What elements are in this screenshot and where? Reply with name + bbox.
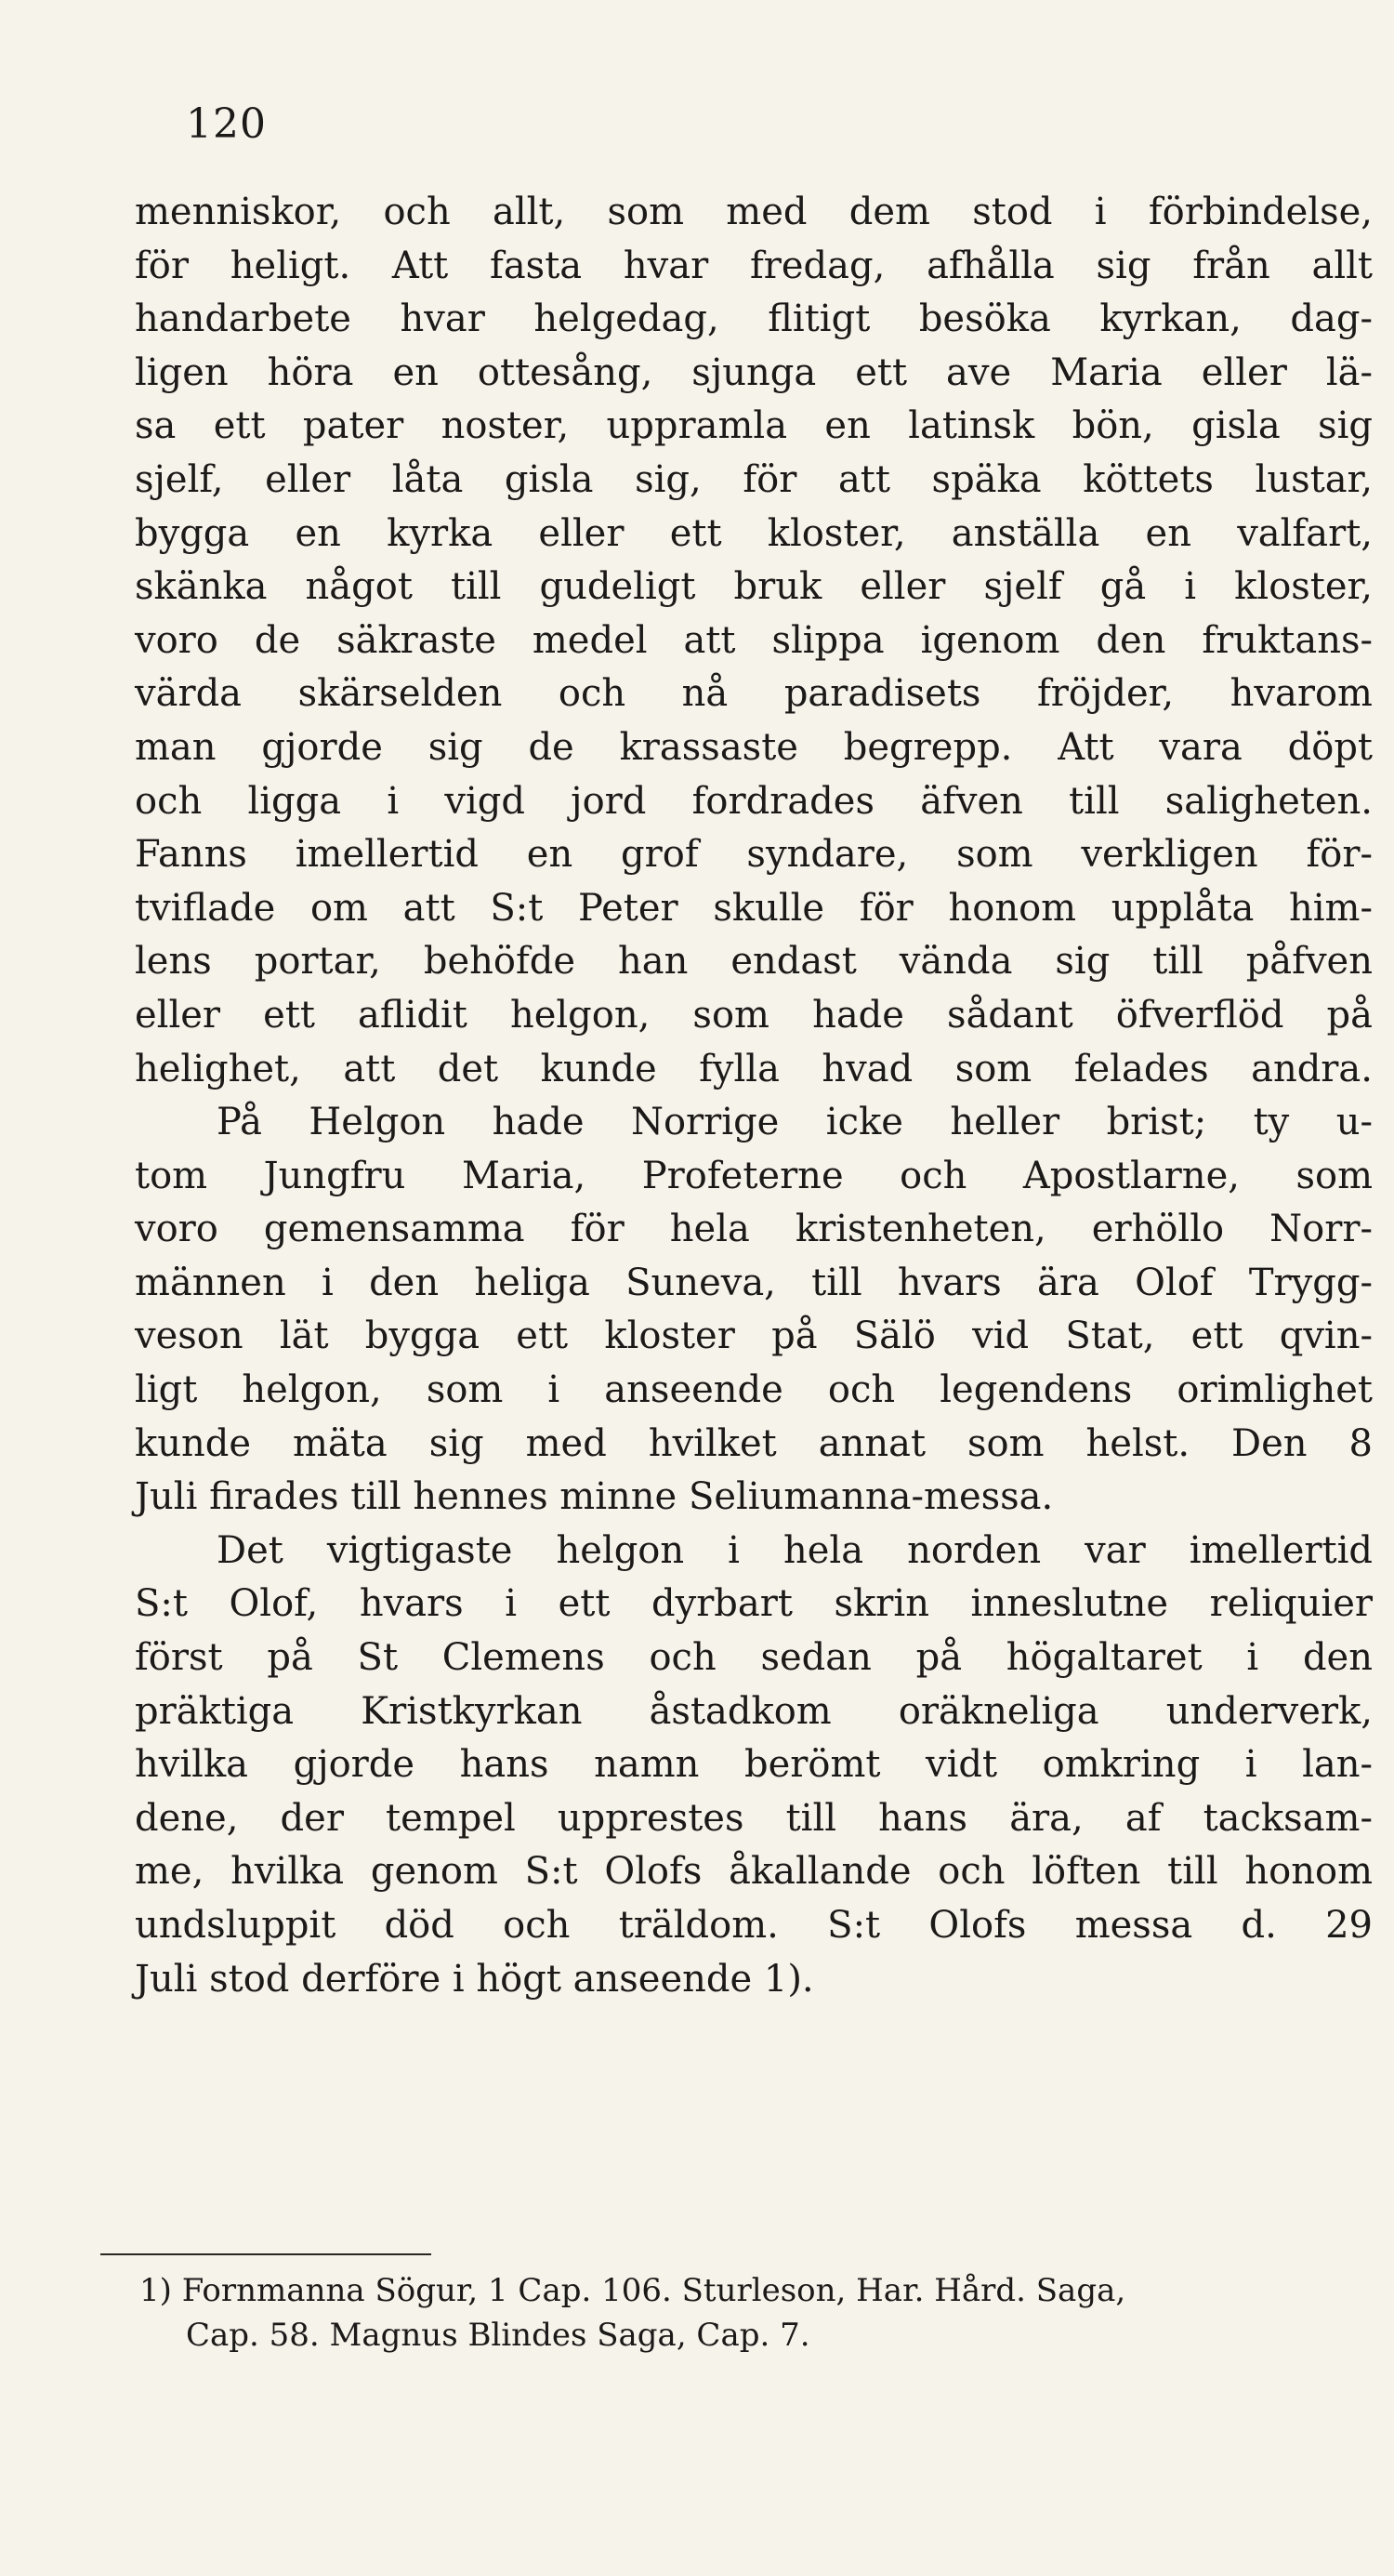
text-line: lens portar, behöfde han endast vända sig till påfven [135, 940, 1373, 984]
text-line: först på St Clemens och sedan på högaltaret i den [135, 1636, 1373, 1680]
text-line: sa ett pater noster, uppramla en latinsk bön, gisla sig [135, 404, 1373, 448]
text-line: männen i den heliga Suneva, till hvars ära Olof Trygg- [135, 1261, 1373, 1304]
text-line: tom Jungfru Maria, Profeterne och Apostlarne, som [135, 1154, 1373, 1197]
body-text [135, 186, 1373, 2006]
text-line: ligen höra en ottesång, sjunga ett ave Maria eller lä- [135, 350, 1373, 394]
footnote-line: Cap. 58. Magnus Blindes Saga, Cap. 7. [186, 2317, 810, 2354]
footnote-line: 1) Fornmanna Sögur, 1 Cap. 106. Sturleson, Har. Hård. Saga, [139, 2272, 1126, 2309]
text-line: S:t Olof, hvars i ett dyrbart skrin inneslutne reliquier [135, 1582, 1373, 1626]
text-line: kunde mäta sig med hvilket annat som helst. Den 8 [135, 1421, 1373, 1465]
text-line: präktiga Kristkyrkan åstadkom oräkneliga underverk, [135, 1689, 1373, 1733]
text-line: Juli stod derföre i högt anseende 1). [135, 1957, 814, 2001]
text-line: helighet, att det kunde fylla hvad som felades andra. [135, 1047, 1373, 1090]
text-line: för heligt. Att fasta hvar fredag, afhålla sig från allt [135, 244, 1373, 287]
text-line: och ligga i vigd jord fordrades äfven till saligheten. [135, 779, 1373, 823]
text-line: me, hvilka genom S:t Olofs åkallande och löften till honom [135, 1850, 1373, 1894]
footnote-rule [100, 2253, 431, 2255]
text-line: Det vigtigaste helgon i hela norden var imellertid [217, 1528, 1373, 1572]
text-line: Fanns imellertid en grof syndare, som verkligen för- [135, 833, 1373, 877]
text-line: undsluppit död och träldom. S:t Olofs messa d. 29 [135, 1904, 1373, 1947]
text-line: hvilka gjorde hans namn berömt vidt omkring i lan- [135, 1743, 1373, 1787]
text-line: eller ett aflidit helgon, som hade sådant öfverflöd på [135, 993, 1373, 1037]
text-line: man gjorde sig de krassaste begrepp. Att vara döpt [135, 725, 1373, 769]
footnotes [139, 2268, 1338, 2358]
text-line: dene, der tempel upprestes till hans ära, af tacksam- [135, 1796, 1373, 1840]
text-line: bygga en kyrka eller ett kloster, anställa en valfart, [135, 511, 1373, 555]
page-number: 120 [186, 100, 267, 148]
text-line: värda skärselden och nå paradisets fröjder, hvarom [135, 672, 1373, 716]
text-line: skänka något till gudeligt bruk eller sjelf gå i kloster, [135, 565, 1373, 609]
text-line: menniskor, och allt, som med dem stod i förbindelse, [135, 191, 1373, 233]
text-line: Juli firades till hennes minne Seliumanna-messa. [135, 1475, 1054, 1519]
text-line: På Helgon hade Norrige icke heller brist; ty u- [217, 1101, 1373, 1144]
text-line: voro de säkraste medel att slippa igenom den fruktans- [135, 618, 1373, 662]
text-line: ligt helgon, som i anseende och legendens orimlighet [135, 1368, 1373, 1412]
text-line: voro gemensamma för hela kristenheten, erhöllo Norr- [135, 1208, 1373, 1251]
text-line: tviflade om att S:t Peter skulle för honom upplåta him- [135, 886, 1373, 930]
text-line: handarbete hvar helgedag, flitigt besöka kyrkan, dag- [135, 297, 1373, 341]
text-line: sjelf, eller låta gisla sig, för att späka köttets lustar, [135, 457, 1373, 501]
text-line: veson lät bygga ett kloster på Sälö vid Stat, ett qvin- [135, 1314, 1373, 1358]
